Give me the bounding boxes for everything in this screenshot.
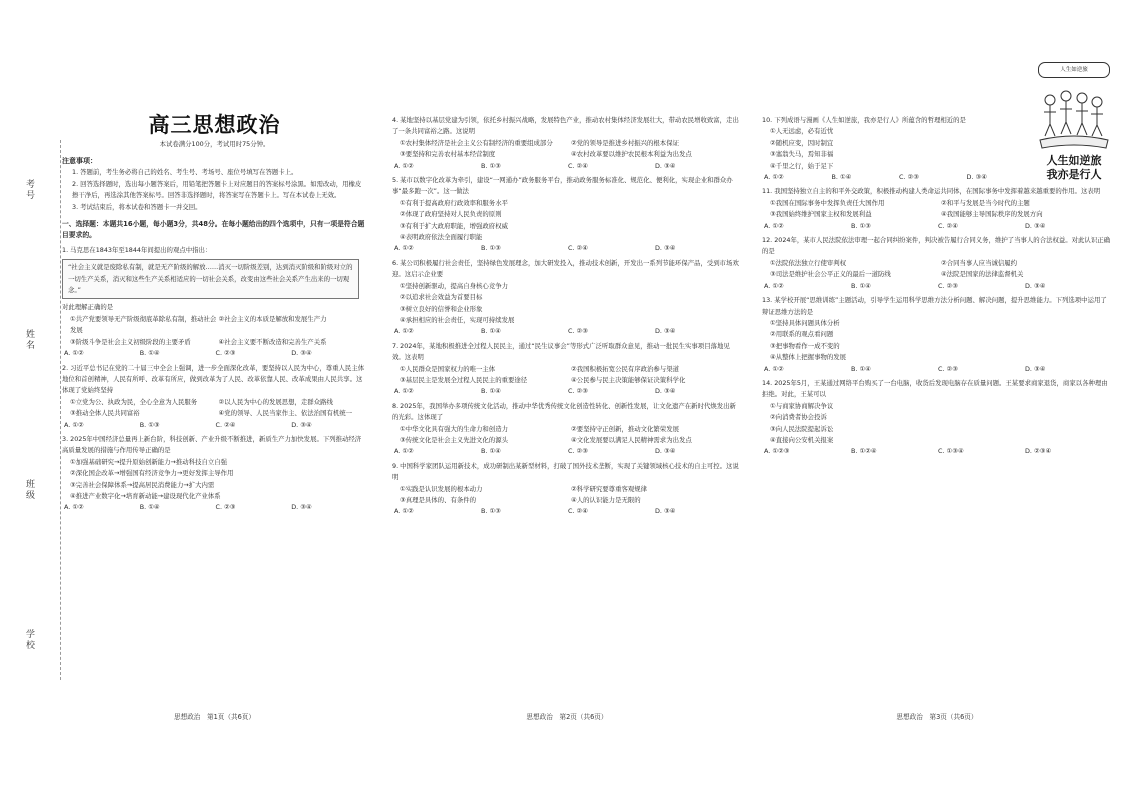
choice-a: A. ①② [64, 349, 84, 358]
option: ③有利于扩大政府职能，增强政府权威 [400, 221, 508, 230]
option: ①人无远虑，必有近忧 [770, 127, 834, 136]
option: ④表明政府依法全面履行职能 [400, 233, 483, 242]
choice-b: B. ①④ [481, 327, 501, 336]
options-row [392, 495, 742, 506]
option: ①加强基础研究→提升原始创新能力→推动科技自立自强 [70, 457, 228, 466]
option: ①我国在国际事务中发挥负责任大国作用 [770, 198, 885, 207]
choice-d: D. ③④ [655, 507, 676, 516]
options-row [62, 408, 367, 419]
cartoon-caption [1036, 154, 1112, 182]
option: ④我国能够主导国际秩序的发展方向 [941, 210, 1043, 219]
cartoon-caption-line-2: 我亦是行人 [1046, 168, 1102, 181]
question-9: 9. 中国科学家团队运用新技术，成功研制出某新型材料，打破了国外技术垄断，实现了关键领域核心技术的自主可控。这说明 [392, 461, 739, 482]
option: ②我国积极拓宽公民有序政治参与渠道 [571, 364, 679, 373]
choice-a: A. ①② [394, 447, 414, 456]
option: ①中华文化具有强大的生命力和创造力 [400, 424, 508, 433]
option: ③传统文化是社会主义先进文化的源头 [400, 435, 508, 444]
answer-choices [392, 161, 742, 172]
answer-choices [762, 446, 1112, 457]
option: ③塞翁失马，焉知非福 [770, 150, 834, 159]
traveler-figures-icon [1036, 78, 1112, 158]
options-row [62, 314, 367, 337]
option: ①与商家协商解决争议 [770, 401, 834, 410]
choice-b: B. ①④ [851, 364, 871, 373]
option: ④文化发展要以满足人民精神需求为出发点 [571, 435, 692, 444]
page-footer: 思想政治 第3页（共6页） [896, 713, 978, 721]
page-2 [392, 0, 742, 794]
choice-d: D. ③④ [966, 173, 987, 182]
answer-choices [62, 502, 367, 513]
option: ①立党为公、执政为民，全心全意为人民服务 [70, 397, 198, 406]
answer-choices [62, 420, 367, 431]
question-1: 1. 马克思在1843年至1844年间提出的观点中指出： [62, 245, 212, 254]
option: ①法院依法独立行使审判权 [770, 258, 847, 267]
choice-a: A. ①② [394, 161, 414, 170]
option: ④党的领导、人民当家作主、依法治国有机统一 [218, 409, 353, 418]
option: ②随机应变，因时制宜 [770, 138, 834, 147]
option: ③树立良好的信誉和企业形象 [400, 304, 483, 313]
answer-choices [62, 348, 367, 359]
choice-b: B. ①③ [851, 221, 871, 230]
section-heading: 一、选择题：本题共16小题，每小题3分，共48分。在每小题给出的四个选项中，只有一项是符合题目要求的。 [62, 220, 365, 240]
cartoon-scroll-banner: 人生如逆旅 [1038, 62, 1110, 78]
option: ④推进产业数字化→培育新动能→建设现代化产业体系 [70, 491, 221, 500]
choice-a: A. ①②③ [764, 447, 790, 456]
option: ②要坚持守正创新，推动文化繁荣发展 [571, 424, 679, 433]
option: ④承担相应的社会责任，实现可持续发展 [400, 315, 515, 324]
page-title: 高三思想政治 [148, 112, 281, 137]
choice-c: C. ②③ [938, 364, 958, 373]
note-item: 2. 回答选择题时，选出每小题答案后，用铅笔把答题卡上对应题目的答案标号涂黑。如需改动，用橡皮擦干净后，再选涂其他答案标号。回答非选择题时，将答案写在答题卡上。写在本试卷上无效。 [72, 179, 362, 200]
option: ①共产党要领导无产阶级彻底革除私有制，推动社会发展 [70, 314, 217, 335]
choice-d: D. ③④ [291, 420, 312, 429]
choice-c: C. ①③④ [938, 447, 964, 456]
option: ②体现了政府坚持对人民负责的原则 [400, 210, 502, 219]
choice-a: A. ①② [764, 281, 784, 290]
options-row [762, 198, 1112, 209]
answer-choices [762, 221, 1112, 232]
option: ③我国始终维护国家主权和发展利益 [770, 210, 872, 219]
note-item: 1. 答题前，考生务必将自己的姓名、考生号、考场号、座位号填写在答题卡上。 [72, 168, 298, 177]
choice-c: C. ②③ [568, 387, 588, 396]
choice-b: B. ①④ [481, 387, 501, 396]
question-4: 4. 某地坚持以基层党建为引领，依托乡村振兴战略，发展特色产业，推动农村集体经济发展壮大，带动农民增收致富，走出了一条共同富裕之路。这说明 [392, 116, 739, 136]
choice-c: C. ②③ [215, 349, 236, 358]
cartoon-illustration [1036, 62, 1112, 190]
choice-d: D. ③④ [291, 349, 312, 358]
options-row [392, 424, 742, 435]
choice-c: C. ②③ [568, 327, 588, 336]
choice-d: D. ③④ [655, 161, 676, 170]
choice-d: D. ③④ [655, 387, 676, 396]
option: ②社会主义的本质是解放和发展生产力 [218, 314, 327, 323]
question-5: 5. 某市以数字化改革为牵引，建设“一网通办”政务服务平台，推动政务服务标准化、规范化、便利化，实现企业和群众办事“最多跑一次”。这一做法 [392, 176, 733, 196]
choice-b: B. ①④ [139, 349, 160, 358]
question-10: 10. 下列成语与漫画《人生如逆旅，我亦是行人》所蕴含的哲理相近的是 [762, 116, 966, 124]
option: ②合同当事人应当诚信履约 [941, 258, 1018, 267]
option: ④农村改革要以维护农民根本利益为出发点 [571, 150, 692, 159]
choice-c: C. ②③ [899, 173, 919, 182]
choice-a: A. ①② [394, 327, 414, 336]
page-footer: 思想政治 第1页（共6页） [174, 713, 255, 721]
option: ①农村集体经济是社会主义公有制经济的重要组成部分 [400, 138, 553, 147]
question-prompt: 对此理解正确的是 [62, 303, 114, 312]
option: ②以追求社会效益为首要目标 [400, 293, 483, 302]
option: ④直接向公安机关报案 [770, 435, 834, 444]
choice-a: A. ①② [764, 173, 784, 182]
choice-c: C. ②④ [568, 161, 588, 170]
choice-a: A. ①② [394, 507, 414, 516]
option: ③推动全体人民共同富裕 [70, 409, 140, 418]
question-12: 12. 2024年，某市人民法院依法审理一起合同纠纷案件，判决被告履行合同义务，维护了当事人的合法权益。对此认识正确的是 [762, 236, 1110, 256]
option: ②深化国企改革→增强国有经济竞争力→更好发挥主导作用 [70, 469, 234, 478]
answer-choices [392, 243, 742, 254]
options-row [62, 397, 367, 408]
options-row [392, 138, 742, 149]
choice-b: B. ①③ [481, 507, 501, 516]
answer-choices [392, 506, 742, 517]
choice-c: C. ②④ [568, 507, 588, 516]
choice-b: B. ①③ [481, 161, 501, 170]
answer-choices [392, 446, 742, 457]
option: ①实践是认识发展的根本动力 [400, 484, 483, 493]
choice-a: A. ①② [394, 387, 414, 396]
option: ④人的认识能力是无限的 [571, 496, 641, 504]
option: ②科学研究要尊重客观规律 [571, 484, 648, 493]
option: ④社会主义要不断改造和完善生产关系 [218, 337, 327, 346]
choice-d: D. ③④ [1025, 281, 1046, 290]
option: ③阶级斗争是社会主义初级阶段的主要矛盾 [70, 337, 191, 346]
option: ③司法是维护社会公平正义的最后一道防线 [770, 270, 891, 279]
option: ④千里之行，始于足下 [770, 161, 834, 170]
option: ②以人民为中心的发展思想，走群众路线 [218, 397, 333, 406]
answer-choices [392, 386, 742, 397]
notes-heading: 注意事项： [62, 157, 97, 165]
option: ①有利于提高政府行政效率和服务水平 [400, 198, 508, 207]
binding-field-name: 姓名 [26, 330, 36, 351]
choice-a: A. ①② [764, 364, 784, 373]
choice-d: D. ③④ [291, 503, 312, 512]
page-1 [62, 0, 367, 794]
option: ①人民群众是国家权力的唯一主体 [400, 364, 496, 373]
choice-c: C. ②④ [568, 244, 588, 253]
cartoon-caption-line-1: 人生如逆旅 [1046, 154, 1102, 167]
option: ④法院是国家的法律监督机关 [941, 270, 1024, 279]
options-row [392, 484, 742, 495]
answer-choices [762, 281, 1112, 292]
choice-c: C. ②④ [215, 420, 236, 429]
choice-b: B. ①④ [139, 503, 160, 512]
option: ①坚持创新驱动，提高自身核心竞争力 [400, 281, 508, 290]
choice-a: A. ①② [64, 420, 84, 429]
question-11: 11. 我国坚持独立自主的和平外交政策，积极推动构建人类命运共同体，在国际事务中发挥着越来越重要的作用。这表明 [762, 187, 1101, 196]
options-row [762, 209, 1112, 220]
option: ③基层民主是发展全过程人民民主的重要途径 [400, 375, 528, 384]
binding-field-school: 学校 [26, 630, 36, 651]
options-row [392, 149, 742, 160]
choice-c: C. ②③ [215, 503, 236, 512]
option: ②和平与发展是当今时代的主题 [941, 198, 1030, 207]
options-row [392, 364, 742, 375]
option: ③把事物看作一成不变的 [770, 341, 840, 350]
option: ②党的领导是推进乡村振兴的根本保证 [571, 138, 679, 147]
option: ③真理是具体的、有条件的 [400, 496, 477, 504]
choice-b: B. ①④ [851, 281, 871, 290]
options-row [392, 375, 742, 386]
options-row [762, 269, 1112, 280]
choice-a: A. ①② [64, 503, 84, 512]
choice-b: B. ①②④ [851, 447, 877, 456]
options-row [62, 337, 367, 348]
choice-d: D. ③④ [1025, 364, 1046, 373]
choice-b: B. ①④ [831, 173, 852, 182]
page-footer: 思想政治 第2页（共6页） [526, 713, 608, 721]
choice-d: D. ②③④ [1025, 447, 1052, 456]
question-2: 2. 习近平总书记在党的二十届三中全会上强调，进一步全面深化改革，要坚持以人民为中心，尊重人民主体地位和首创精神，人民有所呼、改革有所应，做到改革为了人民、改革依靠人民、改革成果由人民共享。这体现了党始终坚持 [62, 363, 365, 395]
choice-a: A. ①② [394, 244, 414, 253]
note-item: 3. 考试结束后，将本试卷和答题卡一并交回。 [72, 202, 202, 211]
quote-box: “社会主义就是废除私有制，就是无产阶级的解放……消灭一切阶级差别，达到消灭阶级和阶级对立的一切生产关系，消灭和这些生产关系相适应的一切社会关系，改变由这些社会关系产生出来的一切观念。” [62, 259, 359, 299]
choice-a: A. ①② [764, 221, 784, 230]
options-row [762, 258, 1112, 269]
choice-c: C. ②③ [938, 281, 958, 290]
answer-choices [762, 364, 1112, 375]
option: ①坚持具体问题具体分析 [770, 318, 840, 327]
choice-d: D. ③④ [655, 447, 676, 456]
option: ③完善社会保障体系→提高居民消费能力→扩大内需 [70, 480, 215, 489]
page-subtitle: 本试卷满分100分，考试用时75分钟。 [159, 140, 270, 148]
choice-b: B. ①③ [139, 420, 160, 429]
option: ②向消费者协会投诉 [770, 413, 827, 422]
question-3: 3. 2025年中国经济总量再上新台阶，科技创新、产业升级不断推进，新质生产力加快发展。下列推动经济高质量发展的措施与作用传导正确的是 [62, 434, 362, 455]
question-13: 13. 某学校开展“思维训练”主题活动，引导学生运用科学思维方法分析问题、解决问题，提升思维能力。下列选项中运用了辩证思维方法的是 [762, 296, 1107, 316]
answer-choices [392, 326, 742, 337]
choice-d: D. ③④ [1025, 221, 1046, 230]
question-7: 7. 2024年，某地积极推进全过程人民民主，通过“民生议事会”等形式广泛听取群众意见，推动一批民生实事项目落地见效。这表明 [392, 341, 730, 362]
option: ②用联系的观点看问题 [770, 330, 834, 339]
options-row [392, 435, 742, 446]
choice-b: B. ①③ [481, 244, 501, 253]
question-14: 14. 2025年5月，王某通过网络平台购买了一台电脑，收货后发现电脑存在质量问题。王某要求商家退货，商家以各种理由拒绝。对此，王某可以 [762, 378, 1108, 399]
question-6: 6. 某公司积极履行社会责任，坚持绿色发展理念，加大研发投入，推动技术创新，开发出一系列节能环保产品，受到市场欢迎。这启示企业要 [392, 258, 739, 279]
choice-b: B. ①④ [481, 447, 501, 456]
choice-c: C. ②③ [568, 447, 588, 456]
option: ④从整体上把握事物的发展 [770, 353, 847, 362]
option: ③向人民法院提起诉讼 [770, 424, 834, 433]
choice-d: D. ③④ [655, 244, 676, 253]
binding-field-class: 班级 [26, 480, 36, 501]
choice-c: C. ②④ [938, 221, 958, 230]
question-8: 8. 2025年，我国举办多项传统文化活动，推动中华优秀传统文化创造性转化、创新性发展，让文化遗产在新时代焕发出新的光彩。这体现了 [392, 401, 736, 422]
binding-margin [20, 140, 61, 680]
option: ③要坚持和完善农村基本经营制度 [400, 150, 496, 159]
option: ④公民参与民主决策能够保证决策科学化 [571, 375, 686, 384]
choice-d: D. ③④ [655, 327, 676, 336]
binding-field-id: 考号 [26, 180, 36, 201]
